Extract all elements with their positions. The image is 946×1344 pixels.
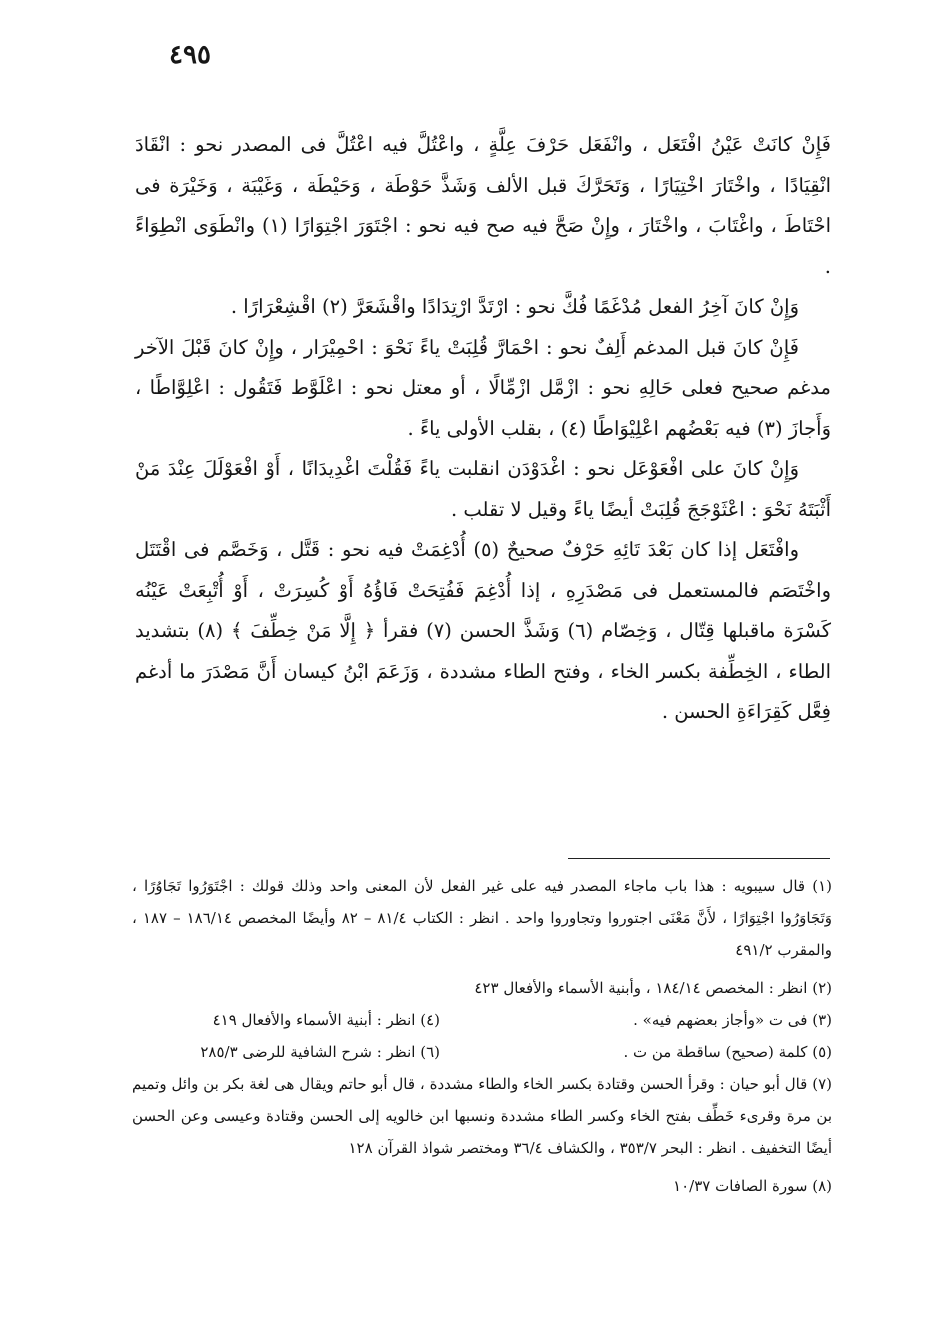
paragraph: وَإِنْ كانَ آخِرُ الفعل مُدْغَمًا فُكَّ نحو : ارْتَدَّ ارْتِدَادًا واقْشَعَرَّ (٢) اقْشِعْرَارًا . bbox=[230, 295, 799, 318]
paragraph: وافْتَعَل إذا كان بَعْدَ تَائِهِ حَرْفٌ صحيحٌ (٥) أُدْغِمَتْ فيه نحو : قَتَّل ، وَخَصَّم فى اقْتَتَل واخْتَصَم فالمستعمل فى مَصْدَرِهِ ، إذا أُدْغِمَ فَفُتِحَتْ فَاؤُهُ أَوْ كُسِرَتْ ، أَوْ أُتْبِعَتْ عَيْنُه كَسْرَة ماقبلها قِتّال ، وَخِصّام (٦) وَشَذَّ الحسن (٧) فقرأ ﴿ إِلَّا مَنْ خِطِّفَ ﴾ (٨) بتشديد الطاء ، الخِطِّفة بكسر الخاء ، وفتح الطاء مشددة ، وَزَعَمَ ابْنُ كيسان أَنَّ مَصْدَرَ ما أدغم فِعَّل كَقِرَاءَةِ الحسن . bbox=[135, 538, 831, 723]
footnote-1: (١) قال سيبويه : هذا باب ماجاء المصدر فيه على غير الفعل لأن المعنى واحد وذلك قولك : اجْتَوَرُوا تَجَاوُرًا ، وَتَجَاوَرُوا اجْتِوَارًا ، لأَنَّ مَعْنَى اجتوروا وتجاوروا واحد . انظر : الكتاب ٨١/٤ – ٨٢ وأيضًا المخصص ١٨٦/١٤ – ١٨٧ ، والمقرب ٤٩١/٢ bbox=[132, 877, 832, 959]
paragraph: فَإِنْ كانَتْ عَيْنُ افْتَعَل ، وانْفَعَل حَرْفَ عِلَّةٍ ، واعْتُلَّ فيه اعْتُلَّ فى المصدر نحو : انْقَادَ انْقِيَادًا ، واخْتَارَ اخْتِيَارًا ، وَتَحَرَّكَ قبل الألف وَشَذَّ حَوْطَة ، وَحَيْطَة ، وَغَيْبَة ، وَخَيْرَة فى احْتَاطَ ، واغْتَابَ ، واخْتَارَ ، وإِنْ صَحَّ فيه صح فيه نحو : اجْتَوَرَ اجْتِوَارًا (١) وانْطَوَى انْطِوَاءً . bbox=[135, 133, 831, 278]
paragraph: وَإِنْ كانَ على افْعَوْعَل نحو : اغْدَوْدَن انقلبت ياءً فَقُلْتَ اغْدِيدَانًا ، أَوْ افْعَوْلَلَ عِنْدَ مَنْ أَثْبَتَهُ نَحْوَ : اعْثَوْجَجَ قُلِبَتْ أيضًا ياءً وقيل لا تقلب . bbox=[135, 457, 831, 521]
paragraph: فَإِنْ كانَ قبل المدغم أَلِفٌ نحو : احْمَارَّ قُلِبَتْ ياءً نَحْوَ : احْمِيْرَار ، وإِنْ كانَ قَبْلَ الآخر مدغم صحيح فعلى حَالِهِ نحو : ازْمَّل ازْمِّالًا ، أو معتل نحو : اعْلَوَّط فَتَقُول : اعْلِوَّاطًا ، وَأَجازَ (٣) فيه بَعْضُهم اعْلِيْوَاطًا (٤) ، بقلب الأولى ياءً . bbox=[135, 335, 831, 440]
footnote-7: (٧) قال أبو حيان : وقرأ الحسن وقتادة بكسر الخاء والطاء مشددة ، قال أبو حاتم ويقال هى لغة بكر بن وائل وتميم بن مرة وقرىء خَطِّف بفتح الخاء وكسر الطاء مشددة ونسبها ابن خالويه إلى الحسن وقتادة وعيسى وعن الحسن أيضًا التخفيف . انظر : البحر ٣٥٣/٧ ، والكشاف ٣٦/٤ ومختصر شواذ القرآن ١٢٨ bbox=[132, 1075, 832, 1157]
footnote-8: (٨) سورة الصافات ١٠/٣٧ bbox=[673, 1177, 832, 1195]
footnote-5: (٥) كلمة (صحيح) ساقطة من ت . bbox=[623, 1043, 832, 1061]
page-number: ٤٩٥ bbox=[169, 40, 211, 70]
main-text bbox=[135, 125, 831, 733]
footnote-row bbox=[132, 1004, 832, 1036]
footnote-2: (٢) انظر : المخصص ١٨٤/١٤ ، وأبنية الأسماء والأفعال ٤٢٣ bbox=[474, 979, 832, 997]
footnote-3: (٣) فى ت «وأجاز بعضهم فيه» . bbox=[633, 1011, 832, 1029]
footnote-row bbox=[132, 1036, 832, 1068]
footnote-6: (٦) انظر : شرح الشافية للرضى ٢٨٥/٣ bbox=[200, 1043, 440, 1061]
footnotes bbox=[132, 870, 832, 1202]
footnote-separator bbox=[568, 858, 830, 859]
footnote-4: (٤) انظر : أبنية الأسماء والأفعال ٤١٩ bbox=[212, 1011, 440, 1029]
